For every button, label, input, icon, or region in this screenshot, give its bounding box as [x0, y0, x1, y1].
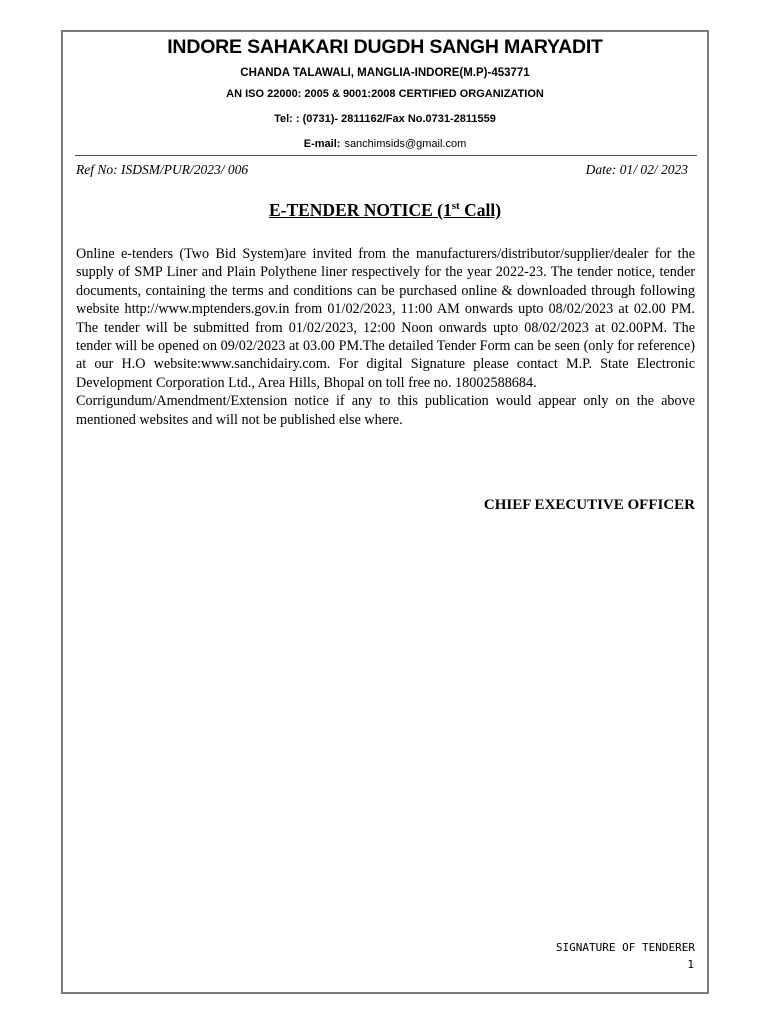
body-paragraph-2: Corrigundum/Amendment/Extension notice if any to this publication would appear only on the above mentioned websites and will not be published else where.: [76, 393, 695, 428]
page-number: 1: [687, 958, 694, 971]
organization-name: INDORE SAHAKARI DUGDH SANGH MARYADIT: [167, 36, 603, 58]
organization-address: CHANDA TALAWALI, MANGLIA-INDORE(M.P)-453771: [240, 67, 530, 79]
telephone-fax: Tel: : (0731)- 2811162/Fax No.0731-2811559: [274, 113, 496, 125]
reference-number: Ref No: ISDSM/PUR/2023/ 006: [76, 162, 249, 177]
title-prefix: E-TENDER NOTICE (1: [268, 200, 452, 220]
body-paragraph-1: Online e-tenders (Two Bid System)are invited from the manufacturers/distributor/supplier/dealer for the supply of SMP Liner and Plain Polythene liner respectively for the year 2022-23. The tender notice, tender documents, containing the terms and conditions can be purchased online & downloaded through following website http://www.mptenders.gov.in from 01/02/2023, 11:00 AM onwards upto 08/02/2023 at 02.00 PM. The tender will be submitted from 01/02/2023, 12:00 Noon onwards upto 08/02/2023 at 02.00PM. The tender will be opened on 09/02/2023 at 03.00 PM.The detailed Tender Form can be seen (only for reference) at our H.O website:www.sanchidairy.com. For digital Signature please contact M.P. State Electronic Development Corporation Ltd., Area Hills, Bhopal on toll free no. 18002588684.: [76, 246, 695, 391]
tenderer-signature-label: SIGNATURE OF TENDERER: [555, 941, 695, 954]
email-line: [61, 138, 709, 150]
signatory-title: CHIEF EXECUTIVE OFFICER: [483, 497, 695, 513]
header-divider: [75, 155, 697, 156]
iso-certification: AN ISO 22000: 2005 & 9001:2008 CERTIFIED ORGANIZATION: [226, 88, 544, 100]
email-address: sanchimsids@gmail.com: [344, 138, 467, 150]
notice-body: [76, 245, 695, 429]
notice-date: Date: 01/ 02/ 2023: [585, 162, 688, 177]
title-superscript: st: [451, 200, 460, 213]
notice-title: [61, 200, 709, 221]
title-suffix: Call): [459, 200, 502, 220]
notice-title-text: [269, 200, 501, 220]
email-label: E-mail:: [303, 138, 341, 150]
